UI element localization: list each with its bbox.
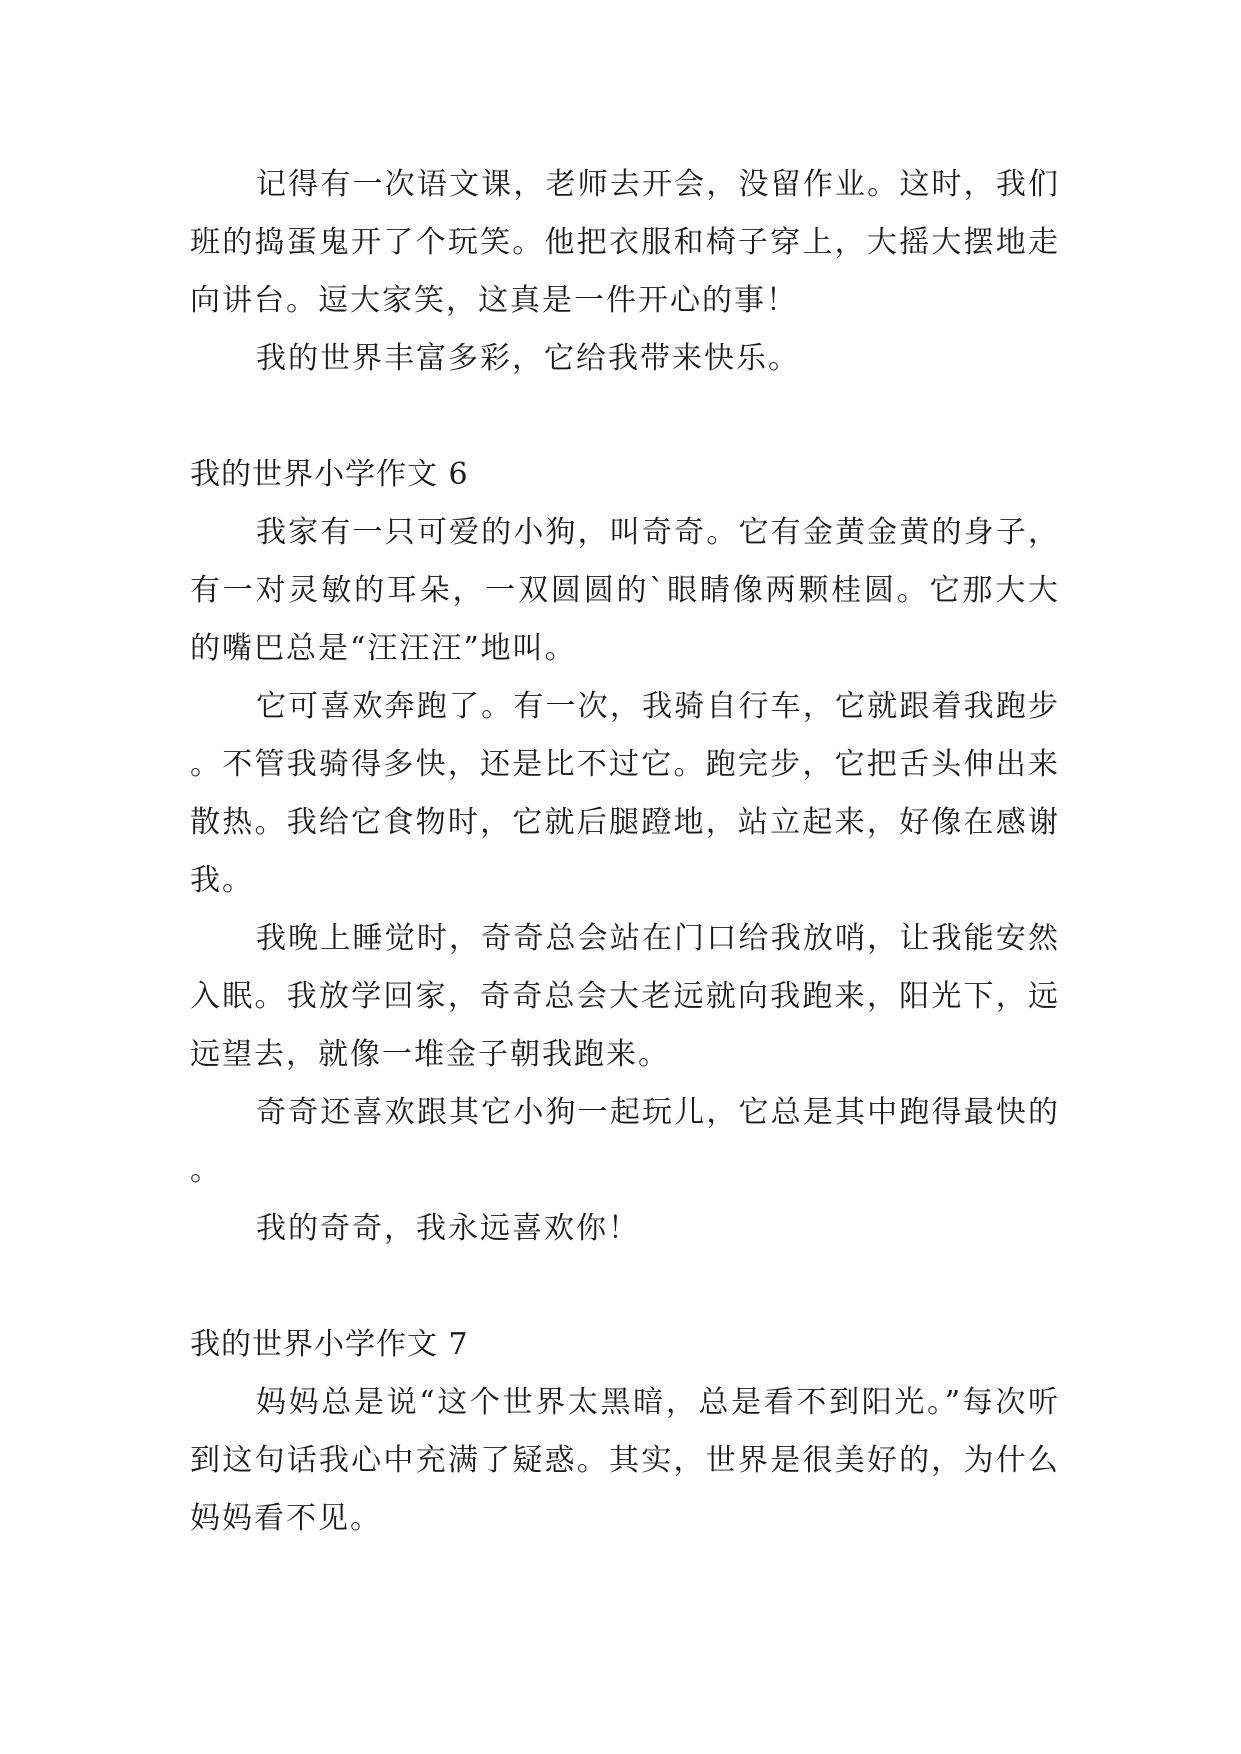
paragraph-dog-intro: 我家有一只可爱的小狗，叫奇奇。它有金黄金黄的身子，有一对灵敏的耳朵，一双圆圆的`眼睛像两颗桂圆。它那大大的嘴巴总是“汪汪汪”地叫。 [190, 515, 1060, 666]
paragraph-dog-love: 我的奇奇，我永远喜欢你！ [256, 1211, 640, 1246]
paragraph-class-joke: 记得有一次语文课，老师去开会，没留作业。这时，我们班的捣蛋鬼开了个玩笑。他把衣服和椅子穿上，大摇大摆地走向讲台。逗大家笑，这真是一件开心的事！ [190, 167, 1060, 318]
section-gap [190, 1258, 1060, 1316]
paragraph-colorful-world: 我的世界丰富多彩，它给我带来快乐。 [256, 341, 800, 376]
essay-6-title: 我的世界小学作文 6 [190, 457, 469, 492]
document-page [190, 156, 1060, 1548]
section-gap [190, 388, 1060, 446]
paragraph-mother-world: 妈妈总是说“这个世界太黑暗，总是看不到阳光。”每次听到这句话我心中充满了疑惑。其实，世界是很美好的，为什么妈妈看不见。 [190, 1385, 1060, 1536]
paragraph-dog-guard: 我晚上睡觉时，奇奇总会站在门口给我放哨，让我能安然入眠。我放学回家，奇奇总会大老远就向我跑来，阳光下，远远望去，就像一堆金子朝我跑来。 [190, 921, 1060, 1072]
essay-7-title: 我的世界小学作文 7 [190, 1327, 469, 1362]
paragraph-dog-running: 它可喜欢奔跑了。有一次，我骑自行车，它就跟着我跑步。不管我骑得多快，还是比不过它。跑完步，它把舌头伸出来散热。我给它食物时，它就后腿蹬地，站立起来，好像在感谢我。 [190, 689, 1060, 898]
paragraph-dog-play: 奇奇还喜欢跟其它小狗一起玩儿，它总是其中跑得最快的。 [190, 1095, 1060, 1188]
